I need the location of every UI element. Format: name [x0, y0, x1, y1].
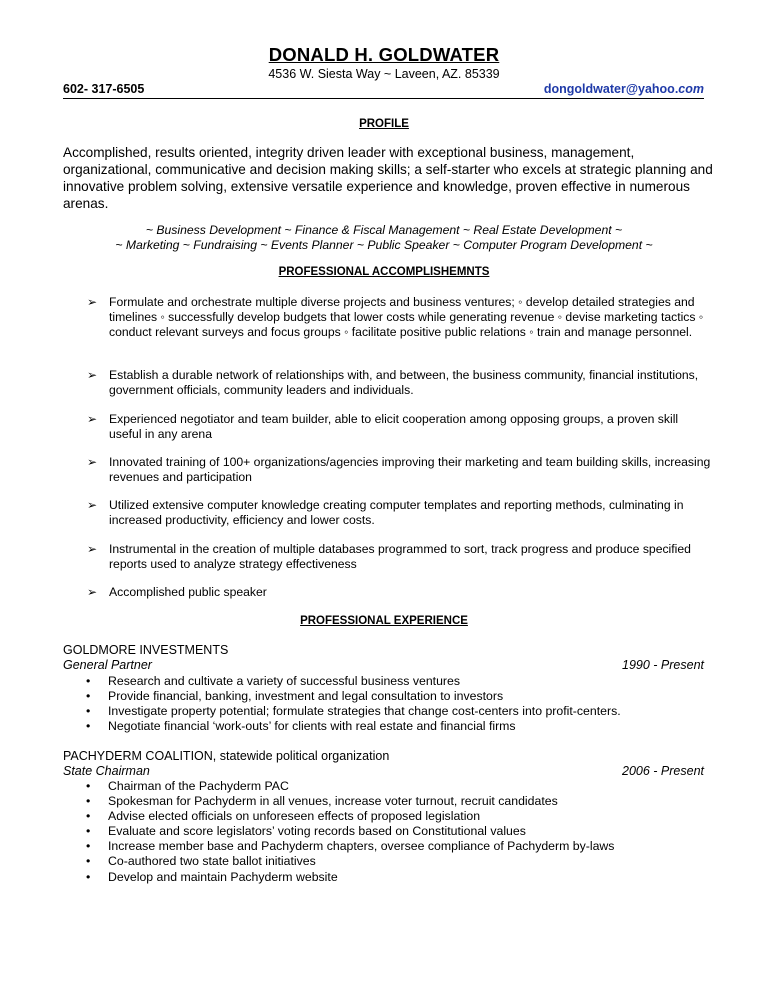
- accomplishment-item: [87, 542, 712, 572]
- accomplishment-text: Innovated training of 100+ organizations/agencies improving their marketing and team building skills, increasing revenues and participation: [109, 455, 711, 484]
- list-item: [86, 779, 686, 794]
- arrow-bullet-icon: ➢: [87, 455, 98, 469]
- email-main: dongoldwater@yahoo.: [543, 82, 679, 96]
- job-dates: 1990 - Present: [622, 658, 704, 672]
- candidate-name: DONALD H. GOLDWATER: [268, 44, 500, 65]
- accomplishment-item: [87, 585, 712, 600]
- accomplishment-text: Accomplished public speaker: [109, 585, 267, 599]
- list-item: [86, 839, 686, 854]
- duty-text: Evaluate and score legislators’ voting records based on Constitutional values: [108, 824, 526, 839]
- job-title-row: [63, 658, 704, 673]
- duty-text: Research and cultivate a variety of successful business ventures: [108, 674, 461, 688]
- profile-text: Accomplished, results oriented, integrity driven leader with exceptional business, management, organizational, communicative and decision making skills; a self-starter who excels at strategic planning and innovative problem solving, extensive versatile experience and knowledge, proven effective in numerous arenas.: [63, 145, 713, 211]
- list-item: [86, 854, 686, 869]
- accomplishment-item: [87, 455, 712, 485]
- skills-line-2: ~ Marketing ~ Fundraising ~ Events Planner ~ Public Speaker ~ Computer Program Development ~: [115, 238, 653, 252]
- accomplishments-heading: PROFESSIONAL ACCOMPLISHEMNTS: [278, 266, 490, 278]
- job-dates: 2006 - Present: [622, 764, 704, 778]
- accomplishment-text: Establish a durable network of relationships with, and between, the business community, financial institutions, government officials, community leaders and individuals.: [109, 368, 699, 397]
- job-title: State Chairman: [63, 764, 150, 778]
- accomplishment-text: Experienced negotiator and team builder, able to elicit cooperation among opposing groups, a proven skill useful in any arena: [109, 412, 679, 441]
- bullet-icon: •: [86, 854, 91, 869]
- bullet-icon: •: [86, 809, 91, 824]
- experience-heading: PROFESSIONAL EXPERIENCE: [300, 615, 468, 627]
- bullet-icon: •: [86, 869, 91, 884]
- email-tld: com: [678, 82, 704, 96]
- list-item: [86, 809, 686, 824]
- list-item: [86, 689, 686, 704]
- profile-heading: PROFILE: [359, 118, 409, 130]
- duty-text: Spokesman for Pachyderm in all venues, increase voter turnout, recruit candidates: [108, 794, 558, 809]
- bullet-icon: •: [86, 839, 91, 854]
- bullet-icon: •: [86, 794, 91, 809]
- address-line: 4536 W. Siesta Way ~ Laveen, AZ. 85339: [268, 67, 500, 81]
- duty-text: Negotiate financial ‘work-outs’ for clients with real estate and financial firms: [108, 719, 516, 734]
- arrow-bullet-icon: ➢: [87, 498, 98, 512]
- list-item: [86, 824, 686, 839]
- bullet-icon: •: [86, 824, 91, 839]
- accomplishment-item: [87, 368, 712, 398]
- job-duties-list: [86, 674, 686, 734]
- arrow-bullet-icon: ➢: [87, 412, 98, 426]
- header-divider: [63, 98, 704, 99]
- bullet-icon: •: [86, 689, 91, 704]
- company-name: GOLDMORE INVESTMENTS: [63, 643, 229, 657]
- bullet-icon: •: [86, 704, 91, 719]
- accomplishment-text: Utilized extensive computer knowledge creating computer templates and reporting methods, culminating in increased productivity, efficiency and lower costs.: [109, 498, 684, 527]
- company-name: PACHYDERM COALITION, statewide political organization: [63, 749, 390, 763]
- bullet-icon: •: [86, 779, 91, 793]
- accomplishment-item: [87, 412, 712, 442]
- job-title-row: [63, 764, 704, 779]
- list-item: [86, 719, 686, 734]
- list-item: [86, 794, 686, 809]
- list-item: [86, 674, 686, 689]
- bullet-icon: •: [86, 674, 91, 688]
- bullet-icon: •: [86, 719, 91, 734]
- list-item: [86, 704, 686, 719]
- duty-text: Investigate property potential; formulate strategies that change cost-centers into profit-centers.: [108, 704, 621, 719]
- duty-text: Co-authored two state ballot initiatives: [108, 854, 316, 869]
- job-duties-list: [86, 779, 686, 885]
- arrow-bullet-icon: ➢: [87, 295, 98, 309]
- arrow-bullet-icon: ➢: [87, 542, 98, 556]
- accomplishment-text: Formulate and orchestrate multiple diverse projects and business ventures; ◦ develop detailed strategies and timelines ◦ successfully develop budgets that lower costs while generating revenue ◦ devise marketing tactics ◦ conduct relevant surveys and focus groups ◦ facilitate positive public relations ◦ train and manage personnel.: [109, 295, 704, 339]
- job-title: General Partner: [63, 658, 152, 672]
- list-item: [86, 870, 686, 885]
- accomplishment-item: [87, 498, 712, 528]
- email-link[interactable]: [544, 82, 704, 96]
- duty-text: Provide financial, banking, investment and legal consultation to investors: [108, 689, 504, 704]
- contact-row: [63, 82, 704, 98]
- duty-text: Develop and maintain Pachyderm website: [108, 869, 338, 884]
- skills-line-1: ~ Business Development ~ Finance & Fiscal Management ~ Real Estate Development ~: [145, 223, 623, 237]
- arrow-bullet-icon: ➢: [87, 585, 98, 599]
- arrow-bullet-icon: ➢: [87, 368, 98, 382]
- accomplishment-text: Instrumental in the creation of multiple databases programmed to sort, track progress and produce specified reports used to analyze strategy effectiveness: [109, 542, 691, 571]
- accomplishment-item: [87, 295, 712, 340]
- duty-text: Chairman of the Pachyderm PAC: [108, 779, 289, 793]
- duty-text: Increase member base and Pachyderm chapters, oversee compliance of Pachyderm by-laws: [108, 839, 615, 854]
- duty-text: Advise elected officials on unforeseen effects of proposed legislation: [108, 809, 481, 824]
- phone-number: 602- 317-6505: [63, 82, 145, 96]
